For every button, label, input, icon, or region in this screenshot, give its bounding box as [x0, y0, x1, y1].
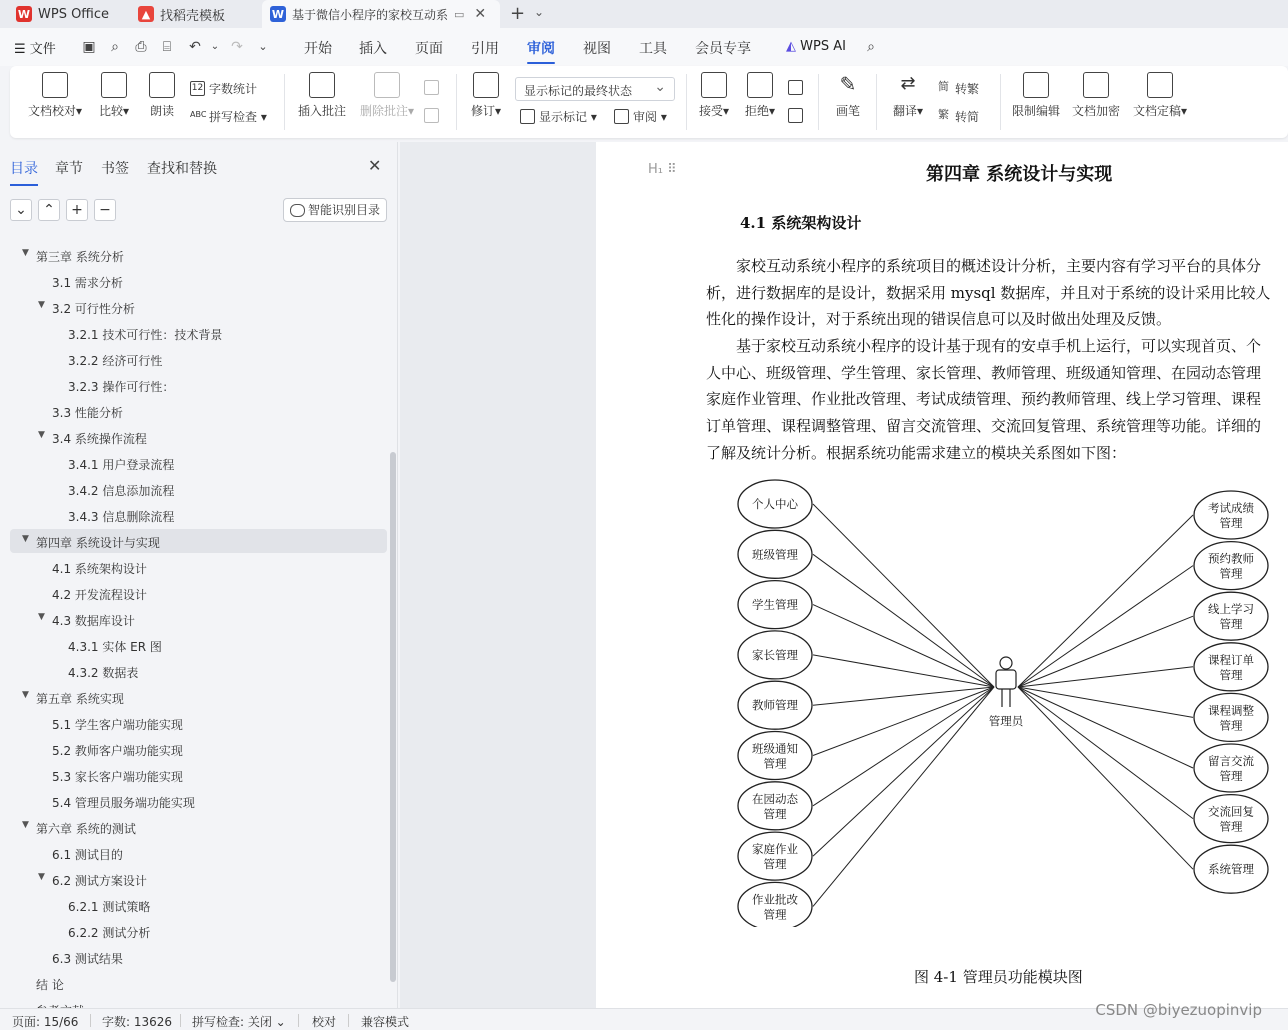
toc-item-label: 结 论: [36, 978, 64, 992]
compare-button[interactable]: 比较▾: [94, 72, 134, 119]
track-changes-icon: [473, 72, 499, 98]
comment-add-icon: [309, 72, 335, 98]
restrict-edit-label: 限制编辑: [1011, 104, 1060, 118]
tab-label: 基于微信小程序的家校互动系: [292, 7, 449, 22]
translate-icon: ⇄: [900, 73, 916, 94]
toc-item-label: 3.4.2 信息添加流程: [68, 484, 175, 498]
use-case-node: [738, 782, 812, 830]
toc-item[interactable]: [52, 794, 195, 811]
paragraph-line: 订单管理、课程调整管理、留言交流管理、交流回复管理、系统管理等功能。详细的: [706, 417, 1262, 435]
toc-item[interactable]: [68, 638, 162, 655]
expand-up-icon[interactable]: ⌃: [38, 199, 60, 221]
admin-module-diagram: [736, 477, 1288, 927]
use-case-node: [738, 631, 812, 679]
toc-item[interactable]: [52, 274, 123, 291]
spell-check-label: 拼写检查: [209, 110, 258, 124]
expand-triangle-icon[interactable]: ▼: [22, 248, 29, 258]
expand-triangle-icon[interactable]: ▼: [22, 820, 29, 830]
use-case-label: 课程订单: [1208, 652, 1254, 667]
toc-item[interactable]: [68, 326, 222, 343]
use-case-node: [1194, 592, 1268, 640]
use-case-node: [738, 832, 812, 880]
save-icon[interactable]: ▣: [82, 39, 96, 55]
toc-item[interactable]: [38, 612, 135, 629]
toc-item-label: 3.4 系统操作流程: [52, 432, 147, 446]
smart-toc-button[interactable]: 智能识别目录: [283, 198, 387, 222]
toc-item[interactable]: [68, 352, 162, 369]
association-line: [813, 687, 994, 856]
track-changes-button[interactable]: 修订▾: [466, 72, 506, 119]
toc-item[interactable]: [68, 664, 138, 681]
compat-mode-indicator: 兼容模式: [361, 1015, 410, 1029]
toc-item-label: 第六章 系统的测试: [36, 822, 136, 836]
tab-label: 找稻壳模板: [160, 8, 226, 24]
use-case-label: 学生管理: [752, 597, 798, 612]
accept-button[interactable]: 接受▾: [694, 72, 734, 119]
comment-delete-icon: [374, 72, 400, 98]
association-line: [813, 554, 994, 687]
word-count-button[interactable]: [190, 80, 257, 97]
ribbon-separator: [456, 74, 457, 130]
use-case-label: 系统管理: [1208, 862, 1254, 877]
insert-comment-button[interactable]: [295, 72, 349, 119]
next-comment-icon: [424, 108, 439, 123]
association-line: [1018, 687, 1193, 869]
menu-member[interactable]: 会员专享: [695, 41, 751, 57]
wps-ai-button[interactable]: [786, 39, 846, 54]
toc-item[interactable]: [68, 924, 150, 941]
read-aloud-button[interactable]: [144, 72, 180, 119]
paragraph-line: 家庭作业管理、作业批改管理、考试成绩管理、预约教师管理、线上学习管理、课程: [706, 390, 1262, 408]
ribbon-separator: [876, 74, 877, 130]
hamburger-icon: ☰: [14, 42, 30, 57]
status-separator: [348, 1014, 349, 1027]
toc-item[interactable]: [52, 560, 147, 577]
tab-chapters[interactable]: 章节: [55, 161, 83, 177]
to-simplified-label: 转简: [955, 110, 980, 124]
association-line: [1018, 515, 1193, 687]
toc-item[interactable]: [52, 768, 183, 785]
file-menu[interactable]: [14, 38, 56, 57]
use-case-label: 课程调整: [1208, 703, 1254, 718]
format-painter-icon[interactable]: ⌕: [111, 39, 119, 55]
toc-item-label: 6.3 测试结果: [52, 952, 123, 966]
chevron-down-icon[interactable]: ⌄: [534, 5, 545, 19]
expand-triangle-icon[interactable]: ▼: [38, 430, 45, 440]
expand-triangle-icon[interactable]: ▼: [22, 690, 29, 700]
toc-item[interactable]: [68, 898, 150, 915]
use-case-label: 管理: [1219, 667, 1243, 682]
toc-item-label: 第三章 系统分析: [36, 250, 124, 264]
title-bar: [0, 0, 1288, 28]
word-count-indicator[interactable]: 字数: 13626: [102, 1015, 173, 1029]
accept-icon: [701, 72, 727, 98]
close-tab-icon[interactable]: ✕: [474, 6, 487, 22]
word-count-label: 字数统计: [209, 82, 258, 96]
expand-triangle-icon[interactable]: ▼: [38, 300, 45, 310]
review-pane-icon: [614, 109, 629, 124]
use-case-ellipse: [1194, 744, 1268, 792]
use-case-label: 留言交流: [1208, 754, 1254, 768]
association-line: [813, 687, 994, 756]
menu-review[interactable]: 审阅: [527, 38, 555, 58]
toc-item[interactable]: [52, 716, 183, 733]
traditional-icon: 简: [938, 80, 949, 93]
use-case-node: [1194, 643, 1268, 691]
wps-logo-icon: W: [17, 7, 31, 21]
encrypt-button[interactable]: [1070, 72, 1122, 119]
next-change-icon: [788, 108, 803, 123]
review-pane-label: 审阅: [633, 110, 658, 124]
track-changes-label: 修订: [470, 104, 495, 118]
undo-dropdown-icon[interactable]: ⌄: [210, 41, 220, 52]
toc-item-label: 4.3.2 数据表: [68, 666, 139, 680]
show-markup-label: 显示标记: [539, 110, 588, 124]
association-line: [813, 687, 994, 906]
use-case-label: 家长管理: [752, 647, 798, 662]
expand-triangle-icon[interactable]: ▼: [22, 534, 29, 544]
spell-check-indicator[interactable]: 拼写检查: 关闭 ⌄: [192, 1015, 286, 1029]
use-case-label: 考试成绩: [1208, 501, 1254, 515]
figure-caption: 图 4-1 管理员功能模块图: [914, 968, 1083, 986]
tab-toc[interactable]: 目录: [10, 158, 38, 178]
navigation-pane: [0, 142, 398, 1010]
toc-item[interactable]: [22, 820, 136, 837]
toc-item[interactable]: [68, 482, 174, 499]
ribbon-separator: [1000, 74, 1001, 130]
actor-label: 管理员: [988, 714, 1024, 728]
accept-label: 接受: [698, 104, 723, 118]
pen-label: 画笔: [835, 104, 860, 118]
sidebar-scrollbar[interactable]: [390, 452, 396, 982]
use-case-ellipse: [1194, 491, 1268, 539]
paragraph-line: 析，进行数据库的是设计，数据采用 mysql 数据库，并且对于系统的设计采用比较人: [706, 284, 1271, 302]
use-case-node: [738, 581, 812, 629]
print-preview-icon[interactable]: ⌸: [162, 39, 172, 55]
use-case-label: 交流回复: [1208, 804, 1254, 819]
toc-item-label: 6.2.1 测试策略: [68, 900, 151, 914]
more-icon[interactable]: ⌄: [258, 40, 268, 53]
toc-item-label: 3.2 可行性分析: [52, 302, 135, 316]
use-case-label: 管理: [763, 756, 787, 771]
review-pane-button[interactable]: 审阅 ▾: [614, 108, 667, 125]
show-markup-icon: [520, 109, 535, 124]
menu-tools[interactable]: 工具: [639, 41, 667, 57]
toc-item[interactable]: [52, 404, 123, 421]
simplified-icon: 繁: [938, 108, 949, 121]
association-line: [1018, 687, 1193, 717]
finalize-label: 文档定稿: [1132, 104, 1181, 118]
use-case-label: 管理: [763, 907, 787, 922]
use-case-node: [738, 732, 812, 780]
prev-change-button[interactable]: [788, 80, 807, 95]
pen-button[interactable]: [830, 72, 866, 119]
actor-figure-icon: [996, 657, 1016, 707]
use-case-label: 班级管理: [752, 547, 798, 562]
association-line: [813, 605, 994, 687]
section-heading: 4.1 系统架构设计: [740, 214, 862, 232]
tab-docer[interactable]: [130, 0, 255, 28]
use-case-node: [1194, 491, 1268, 539]
delete-comment-button[interactable]: 删除批注▾: [356, 72, 418, 119]
close-pane-icon[interactable]: ✕: [368, 156, 382, 175]
print-icon[interactable]: ⎙: [135, 39, 147, 55]
translate-label: 翻译: [892, 104, 917, 118]
use-case-label: 在园动态: [752, 791, 798, 806]
use-case-label: 线上学习: [1208, 602, 1254, 617]
toc-item[interactable]: [68, 378, 174, 395]
use-case-node: [1194, 542, 1268, 590]
next-change-button[interactable]: [788, 108, 807, 123]
compare-label: 比较: [98, 104, 123, 118]
paragraph-line: 了解及统计分析。根据系统功能需求建立的模块关系图如下图：: [706, 444, 1127, 462]
insert-comment-label: 插入批注: [297, 104, 346, 118]
toc-item[interactable]: [36, 976, 64, 993]
toc-item[interactable]: [52, 950, 123, 967]
toc-item[interactable]: [68, 456, 174, 473]
toc-item[interactable]: [38, 300, 135, 317]
reject-button[interactable]: 拒绝▾: [740, 72, 780, 119]
use-case-label: 管理: [763, 806, 787, 821]
toc-item[interactable]: [52, 742, 183, 759]
file-label: 文件: [29, 42, 56, 57]
association-line: [813, 687, 994, 705]
prev-comment-icon: [424, 80, 439, 95]
toc-item-label: 6.2 测试方案设计: [52, 874, 147, 888]
heading-marker-icon[interactable]: H₁ ⠿: [648, 162, 677, 177]
tab-find-replace[interactable]: 查找和替换: [147, 161, 217, 177]
toc-item-label: 5.3 家长客户端功能实现: [52, 770, 183, 784]
to-simplified-button[interactable]: [936, 108, 979, 125]
use-case-label: 管理: [1219, 566, 1243, 581]
toc-item-label: 第五章 系统实现: [36, 692, 124, 706]
toc-item-label: 4.1 系统架构设计: [52, 562, 147, 576]
use-case-label: 个人中心: [752, 497, 798, 511]
use-case-label: 预约教师: [1208, 551, 1254, 566]
proof-indicator[interactable]: 校对: [312, 1015, 337, 1029]
chapter-heading: 第四章 系统设计与实现: [926, 164, 1113, 185]
compare-icon: [101, 72, 127, 98]
toc-item-label: 6.2.2 测试分析: [68, 926, 151, 940]
toc-item-label: 4.3.1 实体 ER 图: [68, 640, 162, 654]
use-case-ellipse: [738, 732, 812, 780]
finalize-button[interactable]: 文档定稿▾: [1130, 72, 1190, 119]
show-markup-button[interactable]: 显示标记 ▾: [520, 108, 597, 125]
toc-item[interactable]: [68, 508, 174, 525]
use-case-label: 管理: [1219, 516, 1243, 530]
delete-comment-label: 删除批注: [359, 104, 408, 118]
encrypt-label: 文档加密: [1071, 104, 1120, 118]
paragraph-line: 性化的操作设计，对于系统出现的错误信息可以及时做出处理及反馈。: [706, 310, 1172, 328]
word-doc-icon: W: [271, 7, 285, 21]
toc-item[interactable]: [22, 690, 124, 707]
document-page[interactable]: [596, 142, 1288, 1010]
menu-page[interactable]: 页面: [415, 41, 443, 57]
tab-wps-office[interactable]: [8, 0, 118, 28]
toc-item[interactable]: [52, 846, 123, 863]
csdn-watermark: CSDN @biyezuopinvip: [1095, 1001, 1262, 1019]
toc-item-label: 3.4.1 用户登录流程: [68, 458, 175, 472]
use-case-node: [738, 882, 812, 927]
paragraph-line: 人中心、班级管理、学生管理、家长管理、教师管理、班级通知管理、在园动态管理: [706, 364, 1262, 382]
monitor-icon[interactable]: ▭: [454, 7, 465, 21]
use-case-label: 管理: [1219, 819, 1243, 834]
toc-item-label: 3.2.2 经济可行性: [68, 354, 163, 368]
toc-item-label: 4.2 开发流程设计: [52, 588, 147, 602]
toc-item[interactable]: [22, 248, 124, 265]
reject-label: 拒绝: [744, 104, 769, 118]
toc-item-label: 3.2.1 技术可行性：技术背景: [68, 328, 223, 342]
use-case-label: 家庭作业: [752, 842, 798, 857]
remove-heading-icon[interactable]: −: [94, 199, 116, 221]
word-count-icon: 12: [190, 81, 205, 96]
toc-item-label: 3.3 性能分析: [52, 406, 123, 420]
toc-item[interactable]: [22, 534, 160, 551]
search-icon[interactable]: ⌕: [867, 39, 875, 55]
undo-icon[interactable]: ↶: [189, 39, 201, 55]
menu-bar: [0, 28, 1288, 66]
toc-item-label: 5.1 学生客户端功能实现: [52, 718, 183, 732]
menu-insert[interactable]: 插入: [359, 41, 387, 57]
toc-item-label: 5.2 教师客户端功能实现: [52, 744, 183, 758]
status-separator: [180, 1014, 181, 1027]
toc-item[interactable]: [38, 430, 147, 447]
toc-item-label: 3.4.3 信息删除流程: [68, 510, 175, 524]
collapse-all-icon[interactable]: ⌄: [10, 199, 32, 221]
wps-ai-label: WPS AI: [800, 39, 846, 54]
ai-logo-icon: ◭: [786, 39, 796, 54]
toc-item-label: 4.3 数据库设计: [52, 614, 135, 628]
page-indicator[interactable]: 页面: 15/66: [12, 1015, 79, 1029]
spell-check-icon: ABC: [190, 110, 207, 119]
pen-icon: ✎: [839, 72, 857, 96]
read-aloud-icon: [149, 72, 175, 98]
next-comment-button[interactable]: [424, 108, 443, 123]
translate-button[interactable]: ⇄ 翻译▾: [892, 73, 924, 118]
toc-item[interactable]: [38, 872, 147, 889]
expand-triangle-icon[interactable]: ▼: [38, 612, 45, 622]
tab-bookmarks[interactable]: 书签: [101, 161, 129, 177]
use-case-label: 作业批改: [752, 892, 798, 907]
ribbon-separator: [818, 74, 819, 130]
toc-item-label: 第四章 系统设计与实现: [36, 536, 160, 550]
ribbon-separator: [686, 74, 687, 130]
spell-check-button[interactable]: ABC 拼写检查 ▾: [190, 109, 267, 124]
use-case-label: 教师管理: [752, 698, 798, 713]
association-line: [813, 687, 994, 806]
doc-check-icon: [42, 72, 68, 98]
spell-check-status-label: 拼写检查: 关闭: [192, 1015, 272, 1029]
doc-check-button[interactable]: 文档校对▾: [24, 72, 86, 119]
tab-label: WPS Office: [38, 6, 110, 22]
paragraph-line: 基于家校互动系统小程序的设计基于现有的安卓手机上运行，可以实现首页、个: [706, 337, 1262, 355]
expand-triangle-icon[interactable]: ▼: [38, 872, 45, 882]
add-heading-icon[interactable]: +: [66, 199, 88, 221]
toc-item-label: 5.4 管理员服务端功能实现: [52, 796, 195, 810]
use-case-label: 管理: [1219, 617, 1243, 632]
prev-comment-button[interactable]: [424, 80, 443, 95]
association-line: [1018, 687, 1193, 819]
read-aloud-label: 朗读: [149, 104, 174, 118]
redo-icon[interactable]: ↷: [231, 39, 243, 55]
paragraph-line: 家校互动系统小程序的系统项目的概述设计分析，主要内容有学习平台的具体分: [706, 257, 1262, 275]
toc-item-label: 6.1 测试目的: [52, 848, 123, 862]
use-case-node: [1194, 845, 1268, 893]
to-traditional-button[interactable]: [936, 80, 979, 97]
use-case-node: [738, 480, 812, 528]
menu-start[interactable]: 开始: [304, 41, 332, 57]
use-case-node: [1194, 744, 1268, 792]
toc-item-label: 3.1 需求分析: [52, 276, 123, 290]
doc-check-label: 文档校对: [27, 104, 76, 118]
status-separator: [298, 1014, 299, 1027]
docer-icon: ▲: [138, 6, 154, 22]
use-case-label: 班级通知: [752, 741, 798, 756]
prev-change-icon: [788, 80, 803, 95]
tab-document[interactable]: [262, 0, 500, 28]
encrypt-doc-icon: [1083, 72, 1109, 98]
restrict-edit-button[interactable]: [1010, 72, 1062, 119]
document-area: [400, 142, 1288, 1010]
menu-reference[interactable]: 引用: [471, 41, 499, 57]
ribbon-review: [10, 66, 1288, 138]
reject-icon: [747, 72, 773, 98]
ribbon-separator: [284, 74, 285, 130]
association-line: [1018, 687, 1193, 768]
use-case-label: 管理: [763, 857, 787, 872]
use-case-node: [1194, 795, 1268, 843]
toc-item-label: 3.2.3 操作可行性：: [68, 380, 175, 394]
use-case-node: [1194, 693, 1268, 741]
use-case-node: [738, 530, 812, 578]
status-separator: [90, 1014, 91, 1027]
use-case-label: 管理: [1219, 718, 1243, 733]
toc-item[interactable]: [52, 586, 147, 603]
display-state-select[interactable]: 显示标记的最终状态 ⌄: [515, 77, 675, 101]
lock-doc-icon: [1023, 72, 1049, 98]
finalize-doc-icon: [1147, 72, 1173, 98]
menu-view[interactable]: 视图: [583, 41, 611, 57]
use-case-label: 管理: [1219, 769, 1243, 783]
use-case-node: [738, 681, 812, 729]
to-traditional-label: 转繁: [955, 82, 980, 96]
new-tab-button[interactable]: +: [510, 3, 526, 24]
